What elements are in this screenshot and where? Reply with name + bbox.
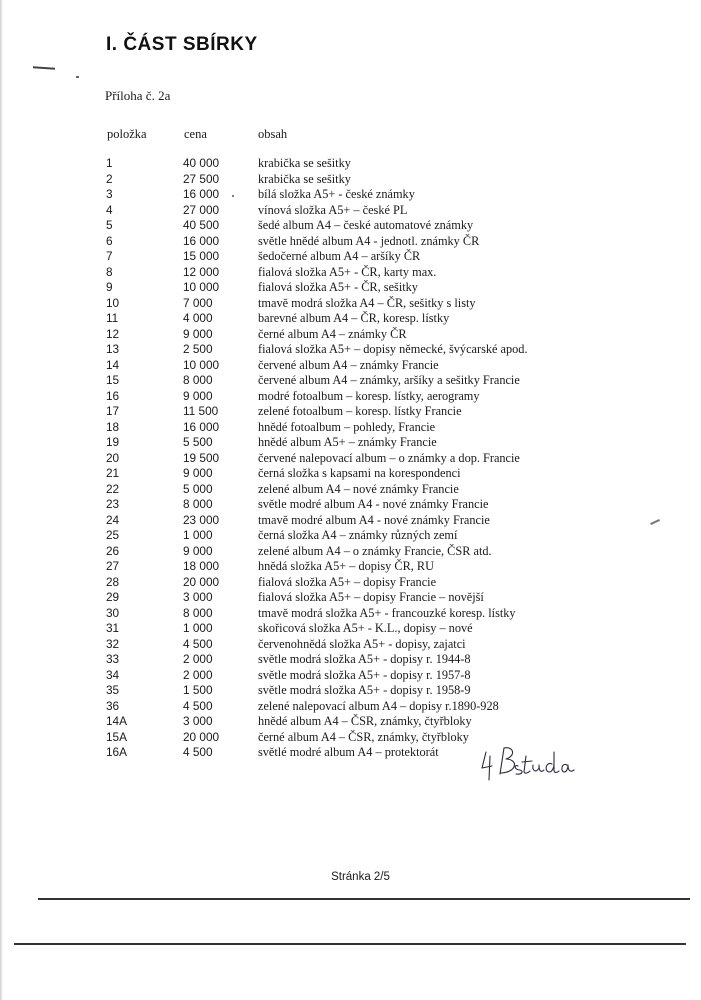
row-description: světle modrá složka A5+ - dopisy r. 1957-8 xyxy=(258,667,471,682)
table-row xyxy=(0,389,701,405)
table-row xyxy=(0,420,701,436)
row-item-number: 36 xyxy=(106,698,120,713)
row-item-number: 3 xyxy=(106,187,113,201)
table-row xyxy=(0,451,701,467)
row-item-number: 24 xyxy=(106,512,120,527)
row-description: zelené fotoalbum – koresp. lístky Francie xyxy=(258,404,462,418)
column-header-item: položka xyxy=(107,127,147,141)
row-item-number: 28 xyxy=(106,574,120,589)
row-description: barevné album A4 – ČR, koresp. lístky xyxy=(258,311,450,325)
column-header-description: obsah xyxy=(258,127,288,141)
row-price: 11 500 xyxy=(183,404,219,418)
table-row xyxy=(0,575,701,591)
row-price: 19 500 xyxy=(183,450,220,465)
row-description: fialová složka A5+ – dopisy Francie xyxy=(258,574,437,589)
row-price: 3 000 xyxy=(183,714,213,728)
table-row xyxy=(0,358,701,374)
stray-pen-mark xyxy=(33,66,55,69)
row-price: 4 500 xyxy=(183,745,213,759)
page-number: Stránka 2/5 xyxy=(331,871,390,883)
row-price: 2 000 xyxy=(183,667,213,682)
row-price: 3 000 xyxy=(183,590,213,604)
table-row xyxy=(0,699,701,715)
row-description: tmavě modrá složka A5+ - francouzké koresp. lístky xyxy=(258,605,516,620)
row-description: zelené nalepovací album A4 – dopisy r.1890-928 xyxy=(258,698,499,713)
row-price: 2 000 xyxy=(183,652,213,666)
table-row xyxy=(0,234,701,250)
row-item-number: 15A xyxy=(106,729,127,744)
row-price: 20 000 xyxy=(183,574,220,589)
table-row xyxy=(0,187,701,203)
row-item-number: 14A xyxy=(106,714,127,728)
row-description: tmavě modrá složka A4 – ČR, sešitky s listy xyxy=(258,295,476,310)
row-price: 20 000 xyxy=(183,729,220,744)
row-description: krabička se sešitky xyxy=(258,156,351,170)
table-row xyxy=(0,683,701,699)
row-description: hnědá složka A5+ – dopisy ČR, RU xyxy=(258,559,435,573)
row-price: 7 000 xyxy=(183,295,213,310)
row-price: 9 000 xyxy=(183,466,213,480)
page-title: I. ČÁST SBÍRKY xyxy=(106,34,258,55)
table-row xyxy=(0,730,701,746)
row-description: černé album A4 – ČSR, známky, čtyřbloky xyxy=(258,729,469,744)
row-description: světle modré album A4 - nové známky Francie xyxy=(258,497,489,511)
row-description: hnědé album A5+ – známky Francie xyxy=(258,435,437,449)
row-description: bílá složka A5+ - české známky xyxy=(258,187,415,201)
table-row xyxy=(0,606,701,622)
row-item-number: 2 xyxy=(106,171,113,186)
row-item-number: 7 xyxy=(106,249,113,263)
row-item-number: 26 xyxy=(106,543,120,558)
table-row xyxy=(0,218,701,234)
row-price: 8 000 xyxy=(183,497,213,511)
row-description: červené nalepovací album – o známky a dop. Francie xyxy=(258,450,520,465)
footer-rule xyxy=(38,898,690,900)
row-price: 40 500 xyxy=(183,218,220,232)
row-description: černá složka s kapsami na korespondenci xyxy=(258,466,461,480)
row-description: skořicová složka A5+ - K.L., dopisy – nové xyxy=(258,621,473,635)
row-description: červené album A4 – známky, aršíky a sešitky Francie xyxy=(258,373,520,387)
table-row xyxy=(0,745,701,761)
row-price: 9 000 xyxy=(183,543,213,558)
table-row xyxy=(0,668,701,684)
row-description: vínová složka A5+ – české PL xyxy=(258,202,408,217)
row-item-number: 35 xyxy=(106,683,120,697)
row-item-number: 32 xyxy=(106,636,120,651)
row-item-number: 10 xyxy=(106,295,120,310)
row-item-number: 33 xyxy=(106,652,120,666)
row-description: černá složka A4 – známky různých zemí xyxy=(258,528,458,542)
table-row xyxy=(0,528,701,544)
row-item-number: 17 xyxy=(106,404,120,418)
row-item-number: 9 xyxy=(106,280,113,294)
table-row xyxy=(0,513,701,529)
row-description: šedé album A4 – české automatové známky xyxy=(258,218,474,232)
row-item-number: 19 xyxy=(106,435,120,449)
row-price: 16 000 xyxy=(183,233,220,248)
row-item-number: 12 xyxy=(106,326,120,341)
row-description: fialová složka A5+ - ČR, sešitky xyxy=(258,280,418,294)
table-header xyxy=(0,127,701,143)
row-price: 10 000 xyxy=(183,357,220,372)
attachment-label: Příloha č. 2a xyxy=(105,88,171,103)
footer-rule xyxy=(14,943,686,945)
table-row xyxy=(0,621,701,637)
row-description: červené album A4 – známky Francie xyxy=(258,357,439,372)
row-item-number: 29 xyxy=(106,590,120,604)
row-price: 2 500 xyxy=(183,342,213,356)
row-price: 12 000 xyxy=(183,264,220,279)
row-price: 10 000 xyxy=(183,280,220,294)
row-item-number: 5 xyxy=(106,218,113,232)
row-item-number: 4 xyxy=(106,202,113,217)
row-item-number: 27 xyxy=(106,559,120,573)
row-description: hnědé fotoalbum – pohledy, Francie xyxy=(258,419,436,434)
row-price: 9 000 xyxy=(183,388,213,403)
row-description: modré fotoalbum – koresp. lístky, aerogramy xyxy=(258,388,480,403)
row-description: černé album A4 – známky ČR xyxy=(258,326,407,341)
row-item-number: 18 xyxy=(106,419,120,434)
table-row xyxy=(0,544,701,560)
row-price: 1 000 xyxy=(183,621,213,635)
table-row xyxy=(0,172,701,188)
row-item-number: 30 xyxy=(106,605,120,620)
row-price: 40 000 xyxy=(183,156,220,170)
row-price: 1 500 xyxy=(183,683,213,697)
table-row xyxy=(0,373,701,389)
row-item-number: 31 xyxy=(106,621,120,635)
table-row xyxy=(0,311,701,327)
row-price: 18 000 xyxy=(183,559,220,573)
row-price: 15 000 xyxy=(183,249,220,263)
row-description: zelené album A4 – nové známky Francie xyxy=(258,481,459,496)
table-row xyxy=(0,249,701,265)
row-item-number: 22 xyxy=(106,481,120,496)
row-price: 8 000 xyxy=(183,373,213,387)
table-row xyxy=(0,296,701,312)
row-price: 4 500 xyxy=(183,636,213,651)
row-item-number: 21 xyxy=(106,466,120,480)
table-row xyxy=(0,714,701,730)
row-item-number: 16 xyxy=(106,388,120,403)
table-row xyxy=(0,497,701,513)
row-price: 27 500 xyxy=(183,171,220,186)
row-price: 23 000 xyxy=(183,512,220,527)
table-row xyxy=(0,590,701,606)
row-item-number: 13 xyxy=(106,342,120,356)
row-price: 4 500 xyxy=(183,698,213,713)
row-item-number: 16A xyxy=(106,745,127,759)
row-description: fialová složka A5+ - ČR, karty max. xyxy=(258,264,437,279)
table-row xyxy=(0,435,701,451)
row-item-number: 34 xyxy=(106,667,120,682)
row-description: zelené album A4 – o známky Francie, ČSR atd. xyxy=(258,543,492,558)
table-row xyxy=(0,637,701,653)
row-description: červenohnědá složka A5+ - dopisy, zajatci xyxy=(258,636,466,651)
row-price: 1 000 xyxy=(183,528,213,542)
row-description: šedočerné album A4 – aršíky ČR xyxy=(258,249,421,263)
table-row xyxy=(0,559,701,575)
stray-pen-mark xyxy=(76,76,79,78)
row-description: hnědé album A4 – ČSR, známky, čtyřbloky xyxy=(258,714,472,728)
row-price: 5 500 xyxy=(183,435,213,449)
row-item-number: 14 xyxy=(106,357,120,372)
row-item-number: 1 xyxy=(106,156,113,170)
row-price: 27 000 xyxy=(183,202,220,217)
row-description: světlé modré album A4 – protektorát xyxy=(258,745,439,759)
row-description: tmavě modré album A4 - nové známky Francie xyxy=(258,512,490,527)
column-header-price: cena xyxy=(184,127,207,141)
row-description: fialová složka A5+ – dopisy Francie – novější xyxy=(258,590,484,604)
table-row xyxy=(0,482,701,498)
table-row xyxy=(0,342,701,358)
table-row xyxy=(0,327,701,343)
row-item-number: 15 xyxy=(106,373,120,387)
row-price: 8 000 xyxy=(183,605,213,620)
row-price: 5 000 xyxy=(183,481,213,496)
row-price: 16 000 xyxy=(183,187,220,201)
row-description: světle hnědé album A4 - jednotl. známky ČR xyxy=(258,233,480,248)
row-price: 9 000 xyxy=(183,326,213,341)
table-body xyxy=(0,156,701,761)
row-price: 16 000 xyxy=(183,419,220,434)
row-description: světle modrá složka A5+ - dopisy r. 1958-9 xyxy=(258,683,471,697)
row-item-number: 20 xyxy=(106,450,120,465)
row-item-number: 23 xyxy=(106,497,120,511)
row-item-number: 25 xyxy=(106,528,120,542)
row-item-number: 11 xyxy=(106,311,119,325)
table-row xyxy=(0,652,701,668)
table-row xyxy=(0,203,701,219)
row-description: světle modrá složka A5+ - dopisy r. 1944-8 xyxy=(258,652,471,666)
table-row xyxy=(0,466,701,482)
row-item-number: 6 xyxy=(106,233,113,248)
row-description: fialová složka A5+ – dopisy německé, švýcarské apod. xyxy=(258,342,528,356)
table-row xyxy=(0,265,701,281)
row-description: krabička se sešitky xyxy=(258,171,351,186)
table-row xyxy=(0,404,701,420)
table-row xyxy=(0,156,701,172)
row-item-number: 8 xyxy=(106,264,113,279)
table-row xyxy=(0,280,701,296)
row-price: 4 000 xyxy=(183,311,213,325)
handwritten-signature xyxy=(478,738,588,788)
